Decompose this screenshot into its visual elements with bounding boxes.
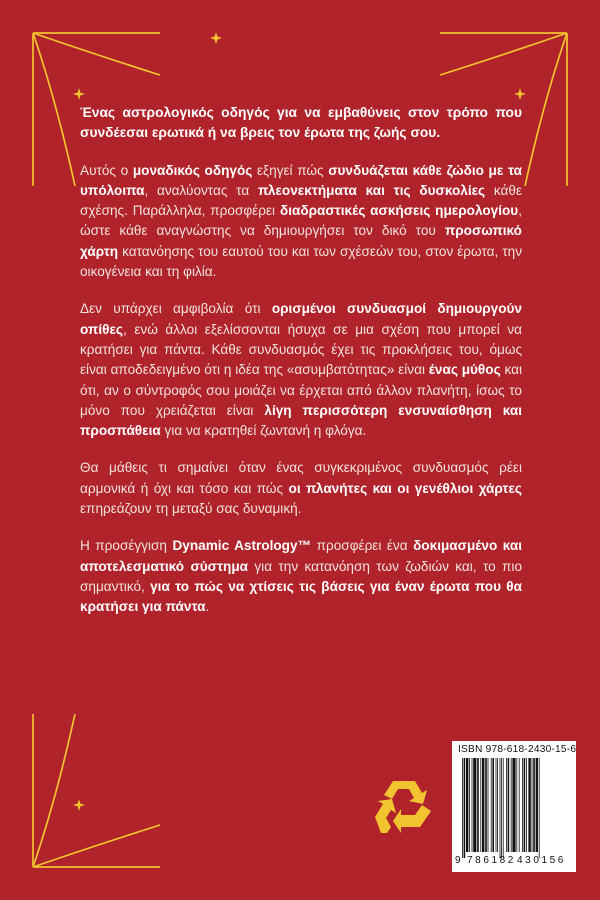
isbn-digits [452,855,576,869]
text-run: για την κατανόηση των ζωδιών και, το πιο σημαντικό, [80,558,522,594]
recycle-icon [371,777,437,835]
emphasis-text: λίγη περισσότερη ενσυναίσθηση και προσπάθεια [80,402,522,439]
planets-paragraph [80,458,522,519]
text-run: Θα μάθεις τι σημαίνει όταν ένας συγκεκριμένος συνδυασμός ρέει αρμονικά ή όχι και τόσο και πώς [80,460,522,496]
isbn-left-group: 786182 [467,855,516,866]
text-run: και ότι, αν ο σύντροφός σου μοιάζει να έρχεται από άλλον πλανήτη, ίσως το μόνο που χρειάζεται είναι [80,362,522,418]
text-run: επηρεάζουν τη μεταξύ σας δυναμική. [80,501,302,517]
text-run: προσφέρει ένα [311,538,414,554]
emphasis-text: Dynamic Astrology™ [172,538,312,554]
emphasis-text: συνδυάζεται κάθε ζώδιο με τα υπόλοιπα [80,162,523,198]
sparkle-star-icon [73,799,85,811]
back-cover-text [80,103,522,635]
isbn-first-digit: 9 [455,855,461,866]
text-run: Η προσέγγιση [80,538,173,554]
sparkle-star-icon [514,88,526,100]
isbn-label: ISBN 978-618-2430-15-6 [458,744,577,755]
emphasis-text: για το πώς να χτίσεις τις βάσεις για έναν έρωτα που θα κρατήσει για πάντα [80,578,522,615]
emphasis-text: μοναδικός οδηγός [132,162,253,178]
text-run: Αυτός ο [80,162,133,178]
sparkle-star-icon [210,32,222,44]
approach-paragraph [80,536,522,617]
text-run: για να κρατηθεί ζωντανή η φλόγα. [160,423,367,439]
text-run: , αναλύοντας τα [144,182,258,198]
emphasis-text: οι πλανήτες και οι γενέθλιοι χάρτες [288,480,523,496]
text-run: . [205,599,210,615]
intro-paragraph: Ένας αστρολογικός οδηγός για να εμβαθύνεις στον τρόπο που συνδέεσαι ερωτικά ή να βρεις τον έρωτα της ζωής σου. [80,105,522,141]
text-run: εξηγεί πώς [252,162,329,178]
isbn-barcode-box [452,741,576,872]
text-run: , ώστε κάθε αναγνώστης να δημιουργήσει τον δικό του [80,203,523,239]
emphasis-text: ένας μύθος [428,362,501,378]
text-run: , ενώ άλλοι εξελίσσονται ήσυχα σε μια σχέση που μπορεί να κρατήσει για πάντα. Κάθε συνδυασμός έχει τις προκλήσεις του, όμως είναι αποδεδειγμένο ότι η ιδέα της «ασυμβατότητας» είναι [80,321,522,378]
text-run: κάθε σχέσης. Παράλληλα, προσφέρει [80,182,523,219]
text-run: κατανόησης του εαυτού του και των σχέσεών του, στον έρωτα, την οικογένεια και τη φιλία. [80,243,522,280]
description-paragraph [80,161,522,283]
isbn-right-group: 430156 [517,855,566,866]
compatibility-paragraph [80,299,522,441]
emphasis-text: προσωπικό χάρτη [80,223,522,259]
sparkle-star-icon [73,88,85,100]
emphasis-text: δοκιμασμένο και αποτελεσματικό σύστημα [80,538,522,574]
barcode [454,758,574,858]
text-run: Δεν υπάρχει αμφιβολία ότι [80,301,272,317]
emphasis-text: πλεονεκτήματα και τις δυσκολίες [257,182,486,198]
emphasis-text: διαδραστικές ασκήσεις ημερολογίου [279,203,519,219]
emphasis-text: ορισμένοι συνδυασμοί δημιουργούν οπίθες [80,301,522,337]
